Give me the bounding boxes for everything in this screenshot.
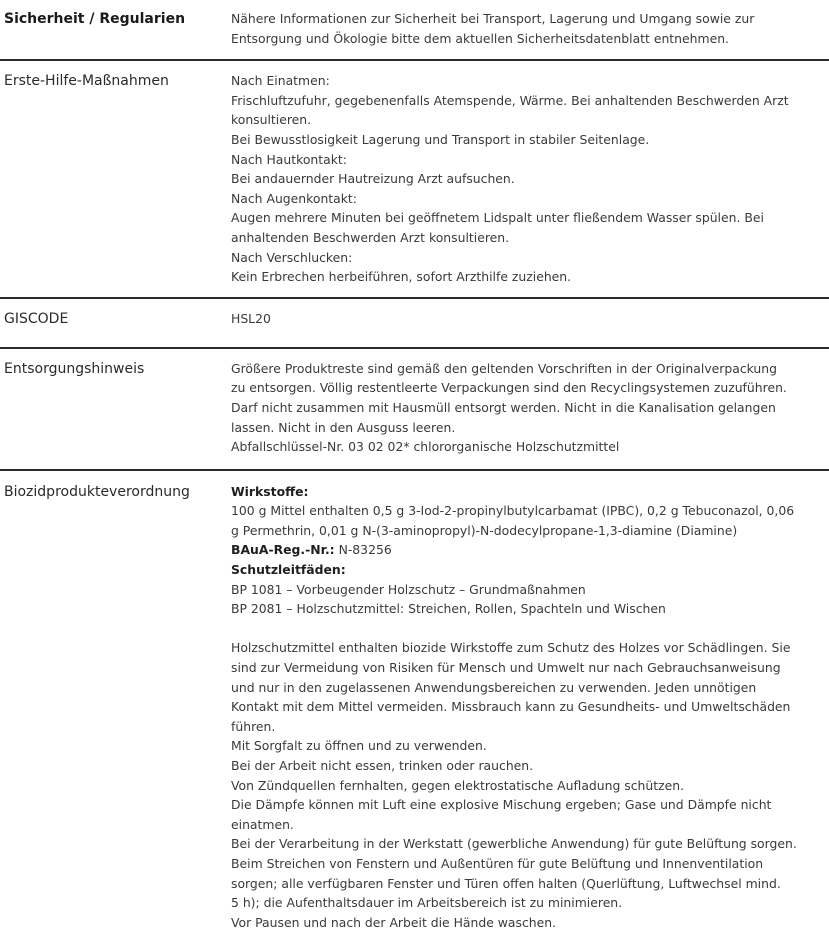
text-line: Darf nicht zusammen mit Hausmüll entsorgt werden. Nicht in die Kanalisation gelangen [231, 399, 776, 415]
text-line: Bei der Arbeit nicht essen, trinken oder rauchen. [231, 758, 534, 773]
row-label: Erste-Hilfe-Maßnahmen [4, 73, 169, 90]
text-line: Von Zündquellen fernhalten, gegen elektrostatische Aufladung schützen. [231, 777, 685, 793]
text-line: Bei Bewusstlosigkeit Lagerung und Transport in stabiler Seitenlage. [231, 131, 650, 147]
row-content [231, 309, 829, 329]
text-line: Nähere Informationen zur Sicherheit bei Transport, Lagerung und Umgang sowie zur [231, 11, 755, 26]
text-line: anhaltenden Beschwerden Arzt konsultieren. [231, 229, 510, 245]
text-line: 100 g Mittel enthalten 0,5 g 3-Iod-2-propinylbutylcarbamat (IPBC), 0,2 g Tebuconazol, 0,06 [231, 503, 795, 519]
text-line: Kein Erbrechen herbeiführen, sofort Arzthilfe zuziehen. [231, 269, 572, 285]
text-line: 5 h); die Aufenthaltsdauer im Arbeitsbereich ist zu minimieren. [231, 895, 623, 911]
text-line: Nach Hautkontakt: [231, 151, 347, 167]
row-giscode [0, 297, 829, 347]
row-content [231, 482, 829, 933]
row-content [231, 359, 829, 457]
row-sicherheit [0, 0, 829, 59]
text-line: Abfallschlüssel-Nr. 03 02 02* chlororganische Holzschutzmittel [231, 439, 620, 455]
giscode-value: HSL20 [231, 310, 271, 326]
spacer [231, 619, 805, 639]
text-line: Vor Pausen und nach der Arbeit die Hände waschen. [231, 914, 557, 930]
text-line: g Permethrin, 0,01 g N-(3-aminopropyl)-N-dodecylpropane-1,3-diamine (Diamine) [231, 522, 738, 538]
text-line: einatmen. [231, 816, 294, 832]
row-label: Biozidprodukteverordnung [4, 483, 190, 500]
text-line: Bei der Verarbeitung in der Werkstatt (gewerbliche Anwendung) für gute Belüftung sorgen. [231, 836, 797, 852]
text-line: und nur in den zugelassenen Anwendungsbereichen zu verwenden. Jeden unnötigen [231, 679, 757, 695]
text-line: lassen. Nicht in den Ausguss leeren. [231, 419, 456, 435]
text-line: BP 2081 – Holzschutzmittel: Streichen, Rollen, Spachteln und Wischen [231, 601, 666, 617]
row-biozid [0, 469, 829, 940]
row-label: Entsorgungshinweis [4, 360, 145, 377]
baua-reg-line [231, 540, 805, 560]
text-line: Größere Produktreste sind gemäß den geltenden Vorschriften in der Originalverpackung [231, 360, 778, 376]
text-line: Augen mehrere Minuten bei geöffnetem Lidspalt unter fließendem Wasser spülen. Bei [231, 210, 764, 226]
text-line: Die Dämpfe können mit Luft eine explosive Mischung ergeben; Gase und Dämpfe nicht [231, 797, 772, 813]
row-content [231, 9, 829, 48]
schutzleitfaeden-heading: Schutzleitfäden: [231, 562, 346, 578]
row-erste-hilfe [0, 59, 829, 297]
text-line: zu entsorgen. Völlig restentleerte Verpackungen sind den Recyclingsystemen zuzuführen. [231, 380, 787, 396]
baua-value: N-83256 [334, 542, 392, 558]
text-line: führen. [231, 718, 276, 734]
text-line: konsultieren. [231, 112, 312, 128]
text-line: sorgen; alle verfügbaren Fenster und Türen offen halten (Querlüftung, Luftwechsel mind. [231, 875, 781, 891]
text-line: Frischluftzufuhr, gegebenenfalls Atemspende, Wärme. Bei anhaltenden Beschwerden Arzt [231, 92, 789, 108]
row-label: Sicherheit / Regularien [4, 11, 186, 27]
baua-label: BAuA-Reg.-Nr.: [231, 542, 335, 558]
text-line: Mit Sorgfalt zu öffnen und zu verwenden. [231, 738, 487, 754]
text-line: Nach Augenkontakt: [231, 190, 357, 206]
text-line: Beim Streichen von Fenstern und Außentüren für gute Belüftung und Innenventilation [231, 855, 764, 871]
row-content [231, 71, 829, 287]
row-entsorgung [0, 347, 829, 469]
text-line: Holzschutzmittel enthalten biozide Wirkstoffe zum Schutz des Holzes vor Schädlingen. Sie [231, 640, 791, 656]
text-line: BP 1081 – Vorbeugender Holzschutz – Grundmaßnahmen [231, 581, 586, 597]
text-line: Nach Verschlucken: [231, 249, 353, 265]
wirkstoffe-heading: Wirkstoffe: [231, 483, 309, 499]
text-line: sind zur Vermeidung von Risiken für Mensch und Umwelt nur nach Gebrauchsanweisung [231, 660, 781, 676]
text-line: Bei andauernder Hautreizung Arzt aufsuchen. [231, 171, 515, 187]
row-label: GISCODE [4, 310, 69, 327]
text-line: Kontakt mit dem Mittel vermeiden. Missbrauch kann zu Gesundheits- und Umweltschäden [231, 699, 791, 715]
text-line: Nach Einatmen: [231, 73, 330, 89]
text-line: Entsorgung und Ökologie bitte dem aktuellen Sicherheitsdatenblatt entnehmen. [231, 30, 729, 46]
